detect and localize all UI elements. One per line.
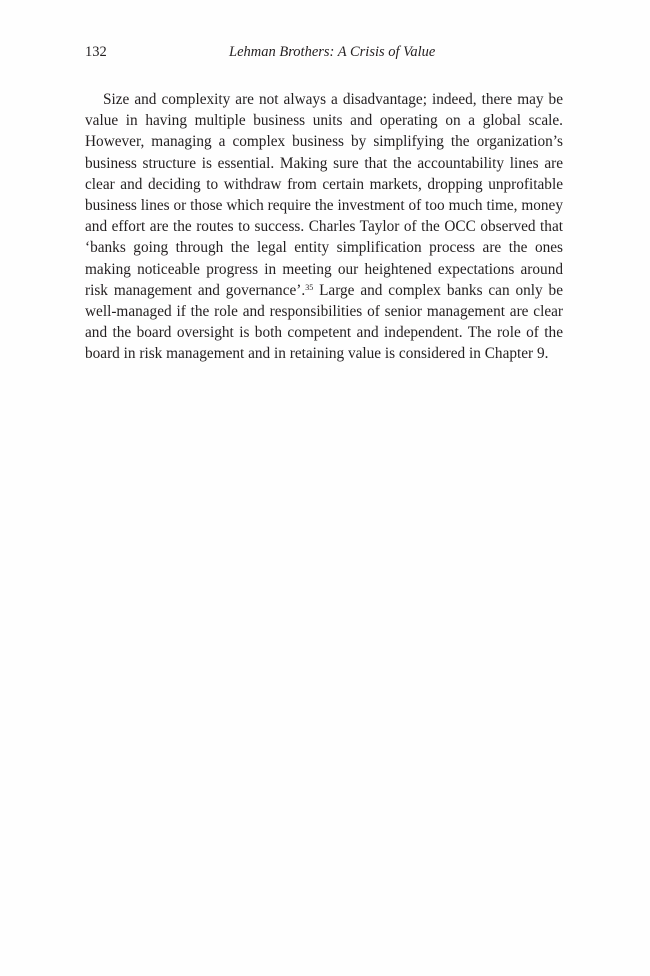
footnote-marker[interactable]: 35 bbox=[305, 282, 314, 292]
paragraph bbox=[85, 89, 563, 365]
running-title: Lehman Brothers: A Crisis of Value bbox=[229, 44, 436, 60]
running-head bbox=[85, 44, 563, 64]
paragraph-text-part-1: Size and complexity are not always a disadvantage; indeed, there may be value in having multiple business units and operating on a global scale. However, managing a complex business by simplifying the organization’s business structure is essential. Making sure that the accountability lines are clear and deciding to withdraw from certain markets, dropping unprofitable business lines or those which require the investment of too much time, money and effort are the routes to success. Charles Taylor of the OCC observed that ‘banks going through the legal entity simplification process are the ones making noticeable progress in meeting our heightened expectations around risk management and governance’. bbox=[85, 91, 563, 299]
page-number: 132 bbox=[85, 44, 107, 60]
body-text bbox=[85, 89, 563, 365]
paragraph-text-part-2: Large and complex banks can only be well-managed if the role and responsibilities of senior management are clear and the board oversight is both competent and independent. The role of the board in risk management and in retaining value is considered in Chapter 9. bbox=[85, 281, 563, 363]
